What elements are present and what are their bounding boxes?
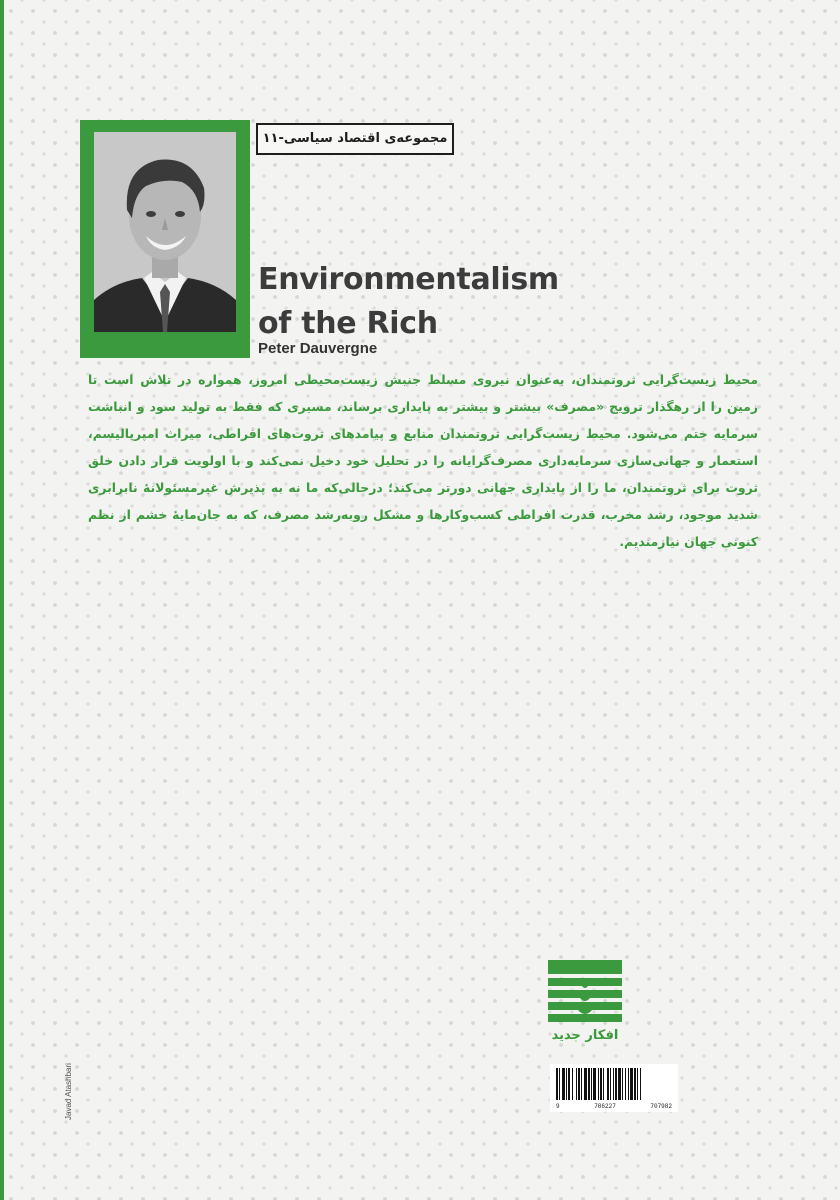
barcode-bar [566,1068,567,1100]
barcode-bar [613,1068,614,1100]
barcode-digit-group: 707982 [650,1103,672,1110]
book-title [258,258,578,346]
barcode-digit-group: 786227 [594,1103,616,1110]
barcode-bar [628,1068,629,1100]
author-photo [94,132,236,332]
open-book-icon [548,960,622,1022]
barcode-bar [581,1068,582,1100]
barcode-bar [578,1068,580,1100]
barcode-bar [640,1068,641,1100]
barcode-bar [556,1068,558,1100]
spine-edge [0,0,4,1200]
barcode-bar [625,1068,626,1100]
series-label: مجموعه‌ی اقتصاد سیاسی-۱۱ [256,123,454,155]
barcode-bar [610,1068,611,1100]
barcode-bar [637,1068,638,1100]
barcode-bar [572,1068,573,1100]
barcode [550,1064,678,1112]
barcode-bar [618,1068,621,1100]
designer-credit: Javad Atashbari [64,1063,73,1120]
barcode-bar [562,1068,565,1100]
barcode-bar [598,1068,599,1100]
barcode-bar [591,1068,592,1100]
barcode-bar [584,1068,587,1100]
barcode-bar [559,1068,560,1100]
barcode-bar [588,1068,590,1100]
barcode-bar [600,1068,602,1100]
author-name: Peter Dauvergne [258,340,378,357]
barcode-bar [576,1068,577,1100]
barcode-bar [607,1068,609,1100]
book-title-line: of the Rich [258,306,438,341]
barcode-digits [556,1103,672,1110]
book-title-line: Environmentalism [258,262,559,297]
barcode-bar [568,1068,570,1100]
barcode-bar [593,1068,596,1100]
barcode-bar [615,1068,617,1100]
publisher-name: افکار جدید [551,1028,619,1043]
back-cover-blurb: محیط زیست‌گرایی ثروتمندان، به‌عنوان نیروی مسلط جنبش زیست‌محیطی امروز، همواره در تلاش است تا زمین را از رهگذار ترویج «مصرف» بیشتر و بیشتر به پایداری برساند، مسیری که فقط به تولید سود و انباشت سرمایه ختم می‌شود. محیط زیست‌گرایی ثروتمندان منابع و پیامدهای ثروت‌های افراطی، میراث امپریالیسم، استعمار و جهانی‌سازی سرمایه‌داری مصرف‌گرایانه را در تحلیل خود دخیل نمی‌کند و با اولویت قرار دادن خلق ثروت برای ثروتمندان، ما را از پایداری جهانی دورتر می‌کند؛ درحالی‌که ما نه به پذیرش غیرمسئولانهٔ نابرابری شدید موجود، رشد مخرب، قدرت افراطی کسب‌وکارها و مشکل روبه‌رشد مصرف، که به جان‌مایهٔ خشم از نظم کنونی جهان نیازمندیم. [88,372,758,549]
barcode-digit-group: 9 [556,1103,560,1110]
barcode-bar [630,1068,633,1100]
author-photo-frame [80,120,250,358]
barcode-bar [622,1068,623,1100]
barcode-bar [634,1068,636,1100]
barcode-bar [603,1068,604,1100]
